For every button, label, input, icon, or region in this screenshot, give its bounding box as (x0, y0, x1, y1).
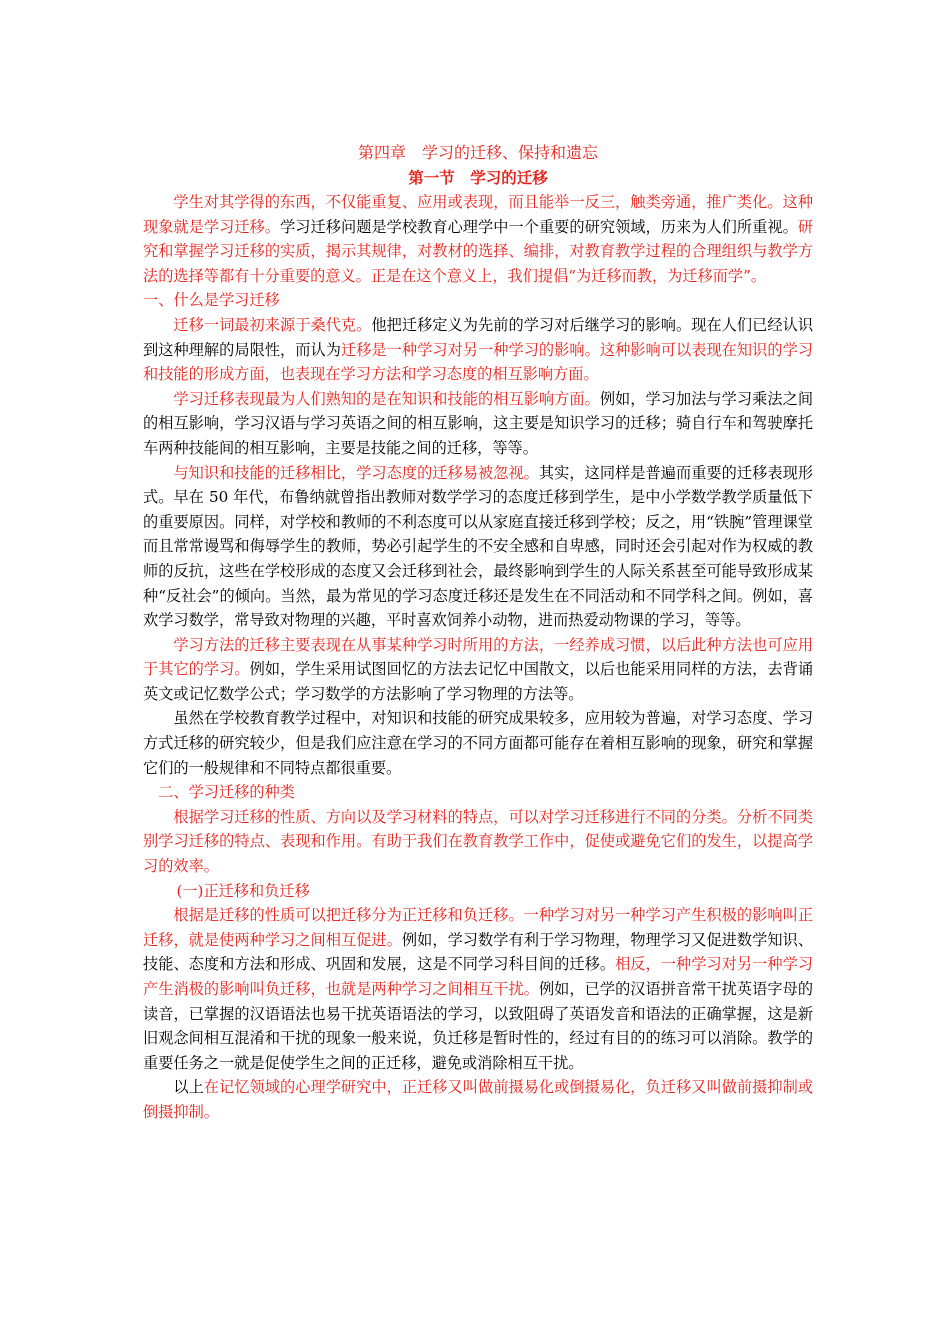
paragraph-method (143, 633, 813, 707)
positive-highlight: 根据是迁移的性质可以把迁移分为正迁移和负迁移。一种学习对另一种学习产生积极的影响叫正迁移，就是使两种学习之间相互促进。 (143, 906, 813, 949)
section-title: 第一节 学习的迁移 (408, 168, 548, 187)
intro-highlight-2: 研究和掌握学习迁移的实质，揭示其规律，对教材的选择、编排，对教育教学过程的合理组织与教学方法的选择等都有十分重要的意义。正是在这个意义上，我们提倡“为迁移而教，为迁移而学”。 (143, 217, 814, 285)
paragraph-summary: 虽然在学校教育教学过程中，对知识和技能的研究成果较多，应用较为普遍，对学习态度、学习方式迁移的研究较少，但是我们应注意在学习的不同方面都可能存在着相互影响的现象，研究和掌握它们的一般规律和不同特点都很重要。 (143, 709, 813, 777)
knowledge-highlight: 学习迁移表现最为人们熟知的是在知识和技能的相互影响方面。 (173, 389, 600, 408)
attitude-highlight: 与知识和技能的迁移相比，学习态度的迁移易被忽视。 (173, 463, 539, 482)
definition-text: 他把迁移定义为先前的学习对后继学习的影响。现在人们已经认识到这种理解的局限性，而认为 (143, 315, 814, 359)
method-highlight: 学习方法的迁移主要表现在从事某种学习时所用的方法，一经养成习惯，以后此种方法也可应用于其它的学习。 (143, 635, 813, 679)
definition-highlight-1: 迁移一词最初来源于桑代克。 (173, 315, 372, 334)
attitude-text: 其实，这同样是普遍而重要的迁移表现形式。早在 50 年代，布鲁纳就曾指出教师对数学学习的态度迁移到学生，是中小学数学教学质量低下的重要原因。同样，对学校和教师的不利态度可以从家庭直接迁移到学校；反之，用“铁腕”管理课堂而且常常谩骂和侮辱学生的教师，势必引起学生的不安全感和自卑感，同时还会引起对作为权威的教师的反抗，这些在学校形成的态度又会迁移到社会，最终影响到学生的人际关系甚至可能导致形成某种“反社会”的倾向。当然，最为常见的学习态度迁移还是发生在不同活动和不同学科之间。例如，喜欢学习数学，常导致对物理的兴趣，平时喜欢饲养小动物，进而热爱动物课的学习，等等。 (143, 463, 814, 630)
paragraph-attitude (143, 461, 813, 633)
positive-text: 例如，学习数学有利于学习物理，物理学习又促进数学知识、技能、态度和方法和形成、巩固和发展，这是不同学习科目间的迁移。 (143, 930, 814, 974)
paragraph-classification: 根据学习迁移的性质、方向以及学习材料的特点，可以对学习迁移进行不同的分类。分析不同类别学习迁移的特点、表现和作用。有助于我们在教育教学工作中，促使或避免它们的发生，以提高学习的效率。 (143, 807, 813, 876)
paragraph-memory (143, 1075, 813, 1124)
paragraph-knowledge-skill (143, 387, 813, 461)
negative-highlight: 相反，一种学习对另一种学习产生消极的影响叫负迁移，也就是两种学习之间相互干扰。 (143, 955, 814, 998)
document-page (143, 140, 813, 1125)
intro-highlight-1: 学生对其学得的东西，不仅能重复、应用或表现，而且能举一反三，触类旁通，推广类化。这种现象就是学习迁移。 (143, 193, 813, 236)
definition-highlight-2: 迁移是一种学习对另一种学习的影响。这种影响可以表现在知识的学习和技能的形成方面，也表现在学习方法和学习态度的相互影响方面。 (143, 340, 814, 384)
heading-what-is-transfer: 一、什么是学习迁移 (143, 291, 280, 310)
intro-text-1: 学习迁移问题是学校教育心理学中一个重要的研究领域，历来为人们所重视。 (280, 217, 798, 236)
heading-positive-negative: (一)正迁移和负迁移 (176, 881, 310, 900)
heading-transfer-types: 二、学习迁移的种类 (158, 783, 295, 802)
chapter-title: 第四章 学习的迁移、保持和遗忘 (357, 143, 598, 162)
paragraph-definition (143, 313, 813, 387)
memory-highlight: 在记忆领域的心理学研究中，正迁移又叫做前摄易化或倒摄易化，负迁移又叫做前摄抑制或倒摄抑制。 (143, 1078, 814, 1121)
paragraph-positive-negative (143, 903, 813, 1075)
knowledge-text: 例如，学习加法与学习乘法之间的相互影响，学习汉语与学习英语之间的相互影响，这主要是知识学习的迁移；骑自行车和驾驶摩托车两种技能间的相互影响，主要是技能之间的迁移，等等。 (143, 389, 814, 457)
method-text: 例如，学生采用试图回忆的方法去记忆中国散文，以后也能采用同样的方法，去背诵英文或记忆数学公式；学习数学的方法影响了学习物理的方法等。 (143, 660, 814, 703)
intro-paragraph (143, 190, 813, 288)
negative-text: 例如，已学的汉语拼音常干扰英语字母的读音，已掌握的汉语语法也易干扰英语语法的学习，以致阻碍了英语发音和语法的正确掌握，这是新旧观念间相互混淆和干扰的现象一般来说，负迁移是暂时性的，经过有目的的练习可以消除。教学的重要任务之一就是促使学生之间的正迁移，避免或消除相互干扰。 (143, 980, 814, 1072)
memory-text: 以上 (173, 1078, 204, 1097)
